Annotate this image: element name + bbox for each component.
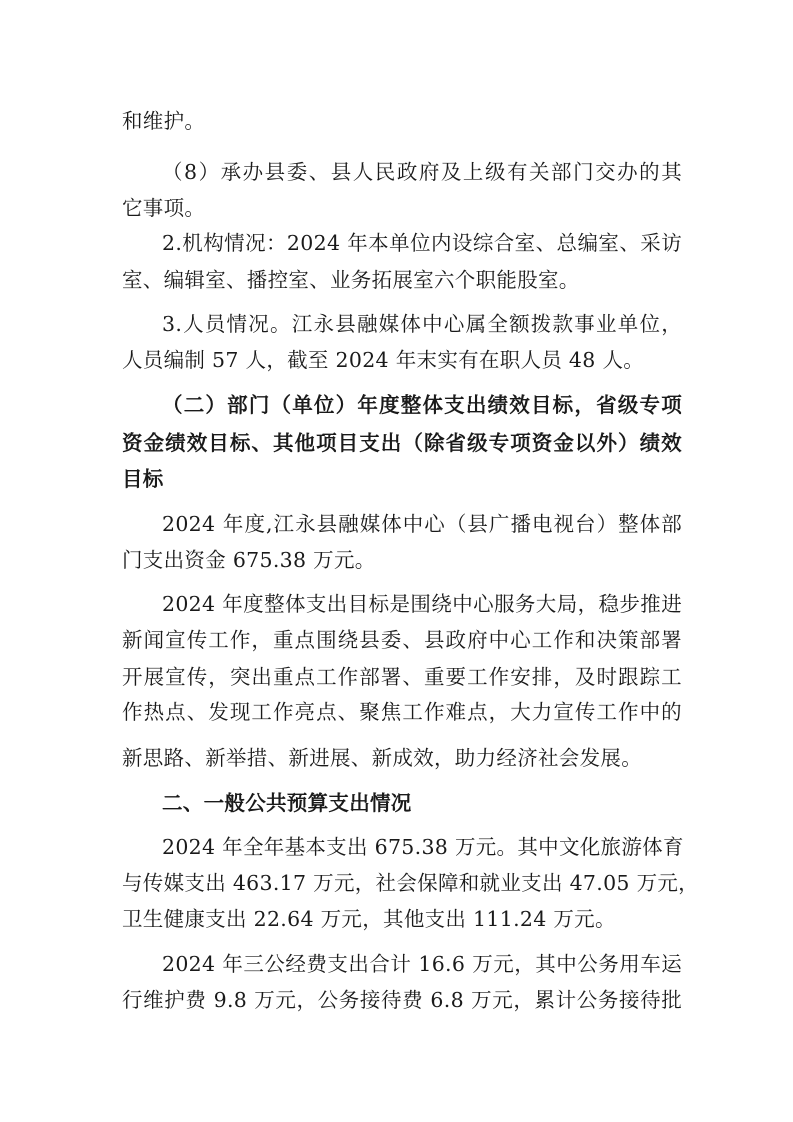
paragraph-line: 新思路、新举措、新进展、新成效，助力经济社会发展。 [122, 746, 642, 770]
section-heading-line: （二）部门（单位）年度整体支出绩效目标，省级专项 [162, 393, 682, 417]
paragraph-line: 新闻宣传工作，重点围绕县委、县政府中心工作和决策部署 [122, 628, 682, 652]
paragraph-line: 2.机构情况：2024 年本单位内设综合室、总编室、采访 [162, 231, 682, 255]
paragraph-line: 人员编制 57 人，截至 2024 年末实有在职人员 48 人。 [122, 348, 645, 372]
paragraph-line: 作热点、发现工作亮点、聚焦工作难点，大力宣传工作中的 [122, 700, 682, 724]
paragraph-line: 2024 年全年基本支出 675.38 万元。其中文化旅游体育 [162, 835, 684, 859]
paragraph-line: （8）承办县委、县人民政府及上级有关部门交办的其 [162, 160, 682, 184]
section-heading-line: 目标 [122, 467, 164, 491]
paragraph-line: 开展宣传，突出重点工作部署、重要工作安排，及时跟踪工 [122, 665, 682, 689]
paragraph-line: 室、编辑室、播控室、业务拓展室六个职能股室。 [122, 268, 580, 292]
paragraph-line: 与传媒支出 463.17 万元，社会保障和就业支出 47.05 万元， [122, 871, 699, 895]
paragraph-line: 门支出资金 675.38 万元。 [122, 548, 376, 572]
section-heading-line: 资金绩效目标、其他项目支出（除省级专项资金以外）绩效 [122, 431, 682, 455]
paragraph-line: 行维护费 9.8 万元，公务接待费 6.8 万元，累计公务接待批 [122, 988, 682, 1012]
paragraph-line: 2024 年度,江永县融媒体中心（县广播电视台）整体部 [162, 512, 682, 536]
paragraph-line: 2024 年度整体支出目标是围绕中心服务大局，稳步推进 [162, 592, 682, 616]
paragraph-line: 2024 年三公经费支出合计 16.6 万元，其中公务用车运 [162, 952, 682, 976]
paragraph-line: 卫生健康支出 22.64 万元，其他支出 111.24 万元。 [122, 907, 616, 931]
paragraph-line: 和维护。 [122, 109, 206, 133]
paragraph-line: 它事项。 [122, 196, 206, 220]
section-heading-line: 二、一般公共预算支出情况 [162, 791, 412, 815]
paragraph-line: 3.人员情况。江永县融媒体中心属全额拨款事业单位， [162, 312, 682, 336]
